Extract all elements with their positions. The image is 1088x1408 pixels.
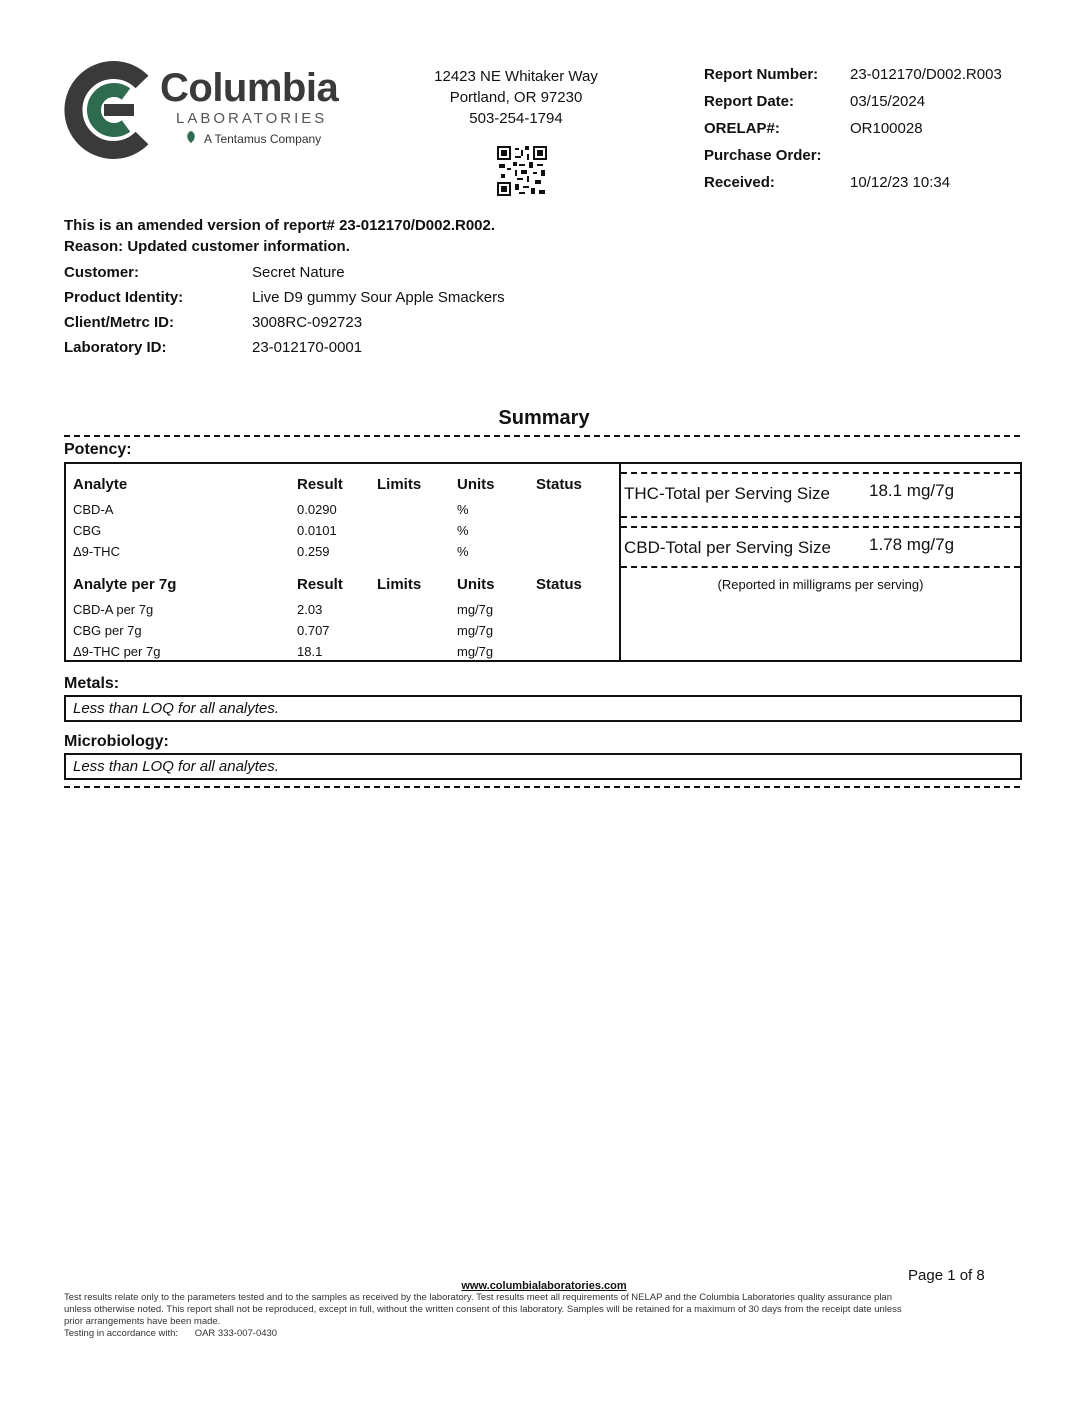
report-date-row (704, 93, 1002, 120)
header-status: Status (536, 476, 582, 493)
analyte-cell: CBG per 7g (73, 623, 142, 638)
microbiology-label: Microbiology: (64, 733, 169, 750)
address-phone: 503-254-1794 (469, 110, 563, 127)
laboratory-id-value: 23-012170-0001 (252, 339, 363, 356)
disclaimer-line: Test results relate only to the parameters tested and to the samples as received by the laboratory. Test results meet all requirements of NELAP and the Columbia Laboratories quality assurance plan (64, 1292, 892, 1303)
header-analyte-per-7g: Analyte per 7g (73, 576, 177, 593)
orelap-label: ORELAP#: (704, 120, 780, 137)
microbiology-result: Less than LOQ for all analytes. (64, 753, 1022, 780)
analyte-cell: CBD-A (73, 502, 114, 517)
result-cell: 0.259 (297, 544, 330, 559)
section-divider (64, 435, 1020, 437)
units-cell: % (457, 502, 469, 517)
report-number-value: 23-012170/D002.R003 (850, 66, 1002, 83)
page-number: Page 1 of 8 (908, 1267, 985, 1284)
units-cell: % (457, 544, 469, 559)
product-identity-row (64, 289, 505, 314)
result-cell: 0.707 (297, 623, 330, 638)
laboratory-id-row (64, 339, 505, 364)
units-cell: mg/7g (457, 623, 494, 638)
logo-subtitle: LABORATORIES (176, 110, 328, 127)
serving-divider (621, 566, 1020, 568)
customer-info (64, 264, 505, 364)
cbd-total-value: 1.78 mg/7g (869, 535, 955, 554)
report-date-label: Report Date: (704, 93, 795, 110)
logo-wordmark: Columbia (160, 66, 339, 110)
product-identity-value: Live D9 gummy Sour Apple Smackers (252, 289, 505, 306)
purchase-order-row (704, 147, 1002, 174)
section-divider (64, 786, 1020, 788)
lab-address (400, 66, 632, 129)
customer-label: Customer: (64, 264, 140, 281)
client-metrc-row (64, 314, 505, 339)
serving-divider (621, 526, 1020, 528)
result-cell: 2.03 (297, 602, 323, 617)
header-status: Status (536, 576, 582, 593)
serving-divider (621, 472, 1020, 474)
logo-tagline: A Tentamus Company (204, 132, 322, 146)
report-number-row (704, 66, 1002, 93)
customer-value: Secret Nature (252, 264, 345, 281)
serving-note: (Reported in milligrams per serving) (717, 577, 924, 592)
result-cell: 18.1 (297, 644, 323, 659)
analyte-cell: Δ9-THC per 7g (73, 644, 161, 659)
laboratory-id-label: Laboratory ID: (64, 339, 167, 356)
header-result: Result (297, 476, 343, 493)
client-metrc-value: 3008RC-092723 (252, 314, 363, 331)
product-identity-label: Product Identity: (64, 289, 184, 306)
address-line1: 12423 NE Whitaker Way (434, 68, 598, 85)
report-info (704, 66, 1002, 201)
metals-result: Less than LOQ for all analytes. (64, 695, 1022, 722)
header-result: Result (297, 576, 343, 593)
header-limits: Limits (377, 576, 422, 593)
client-metrc-label: Client/Metrc ID: (64, 314, 175, 331)
serving-divider (621, 516, 1020, 518)
potency-results (66, 464, 621, 660)
report-date-value: 03/15/2024 (850, 93, 926, 110)
units-cell: % (457, 523, 469, 538)
disclaimer-line: prior arrangements have been made. (64, 1316, 221, 1327)
logo-c-icon (64, 60, 154, 160)
potency-table (64, 462, 1022, 662)
address-line2: Portland, OR 97230 (449, 89, 583, 106)
header-units: Units (457, 576, 495, 593)
received-value: 10/12/23 10:34 (850, 174, 951, 191)
received-row (704, 174, 1002, 201)
header-limits: Limits (377, 476, 422, 493)
website-link[interactable]: www.columbialaboratories.com (461, 1280, 627, 1292)
amendment-line: This is an amended version of report# 23-012170/D002.R002. (64, 217, 496, 234)
thc-total-value: 18.1 mg/7g (869, 481, 955, 500)
thc-total-label: THC-Total per Serving Size (624, 484, 830, 503)
units-cell: mg/7g (457, 602, 494, 617)
analyte-cell: CBD-A per 7g (73, 602, 154, 617)
summary-title: Summary (498, 407, 590, 429)
orelap-value: OR100028 (850, 120, 923, 137)
customer-row (64, 264, 505, 289)
disclaimer-line: unless otherwise noted. This report shall not be reproduced, except in full, without the written consent of this laboratory. Samples will be retained for a maximum of 30 days from the receipt date unless (64, 1304, 902, 1315)
accordance-line (64, 1328, 1024, 1340)
accordance-label: Testing in accordance with: (64, 1328, 179, 1339)
amendment-reason: Reason: Updated customer information. (64, 238, 350, 255)
received-label: Received: (704, 174, 775, 191)
header-units: Units (457, 476, 495, 493)
qr-code-icon[interactable] (497, 146, 547, 196)
accordance-value: OAR 333-007-0430 (194, 1328, 278, 1339)
analyte-cell: CBG (73, 523, 102, 538)
amendment-notice (64, 215, 495, 257)
cbd-total-label: CBD-Total per Serving Size (624, 538, 831, 557)
orelap-row (704, 120, 1002, 147)
footer-disclaimer (64, 1292, 1024, 1340)
metals-label: Metals: (64, 675, 120, 692)
result-cell: 0.0101 (297, 523, 337, 538)
header-analyte: Analyte (73, 476, 128, 493)
report-number-label: Report Number: (704, 66, 819, 83)
analyte-cell: Δ9-THC (73, 544, 120, 559)
purchase-order-label: Purchase Order: (704, 147, 822, 164)
potency-label: Potency: (64, 441, 132, 458)
leaf-icon (184, 130, 198, 144)
result-cell: 0.0290 (297, 502, 337, 517)
units-cell: mg/7g (457, 644, 494, 659)
columbia-logo (64, 60, 354, 170)
